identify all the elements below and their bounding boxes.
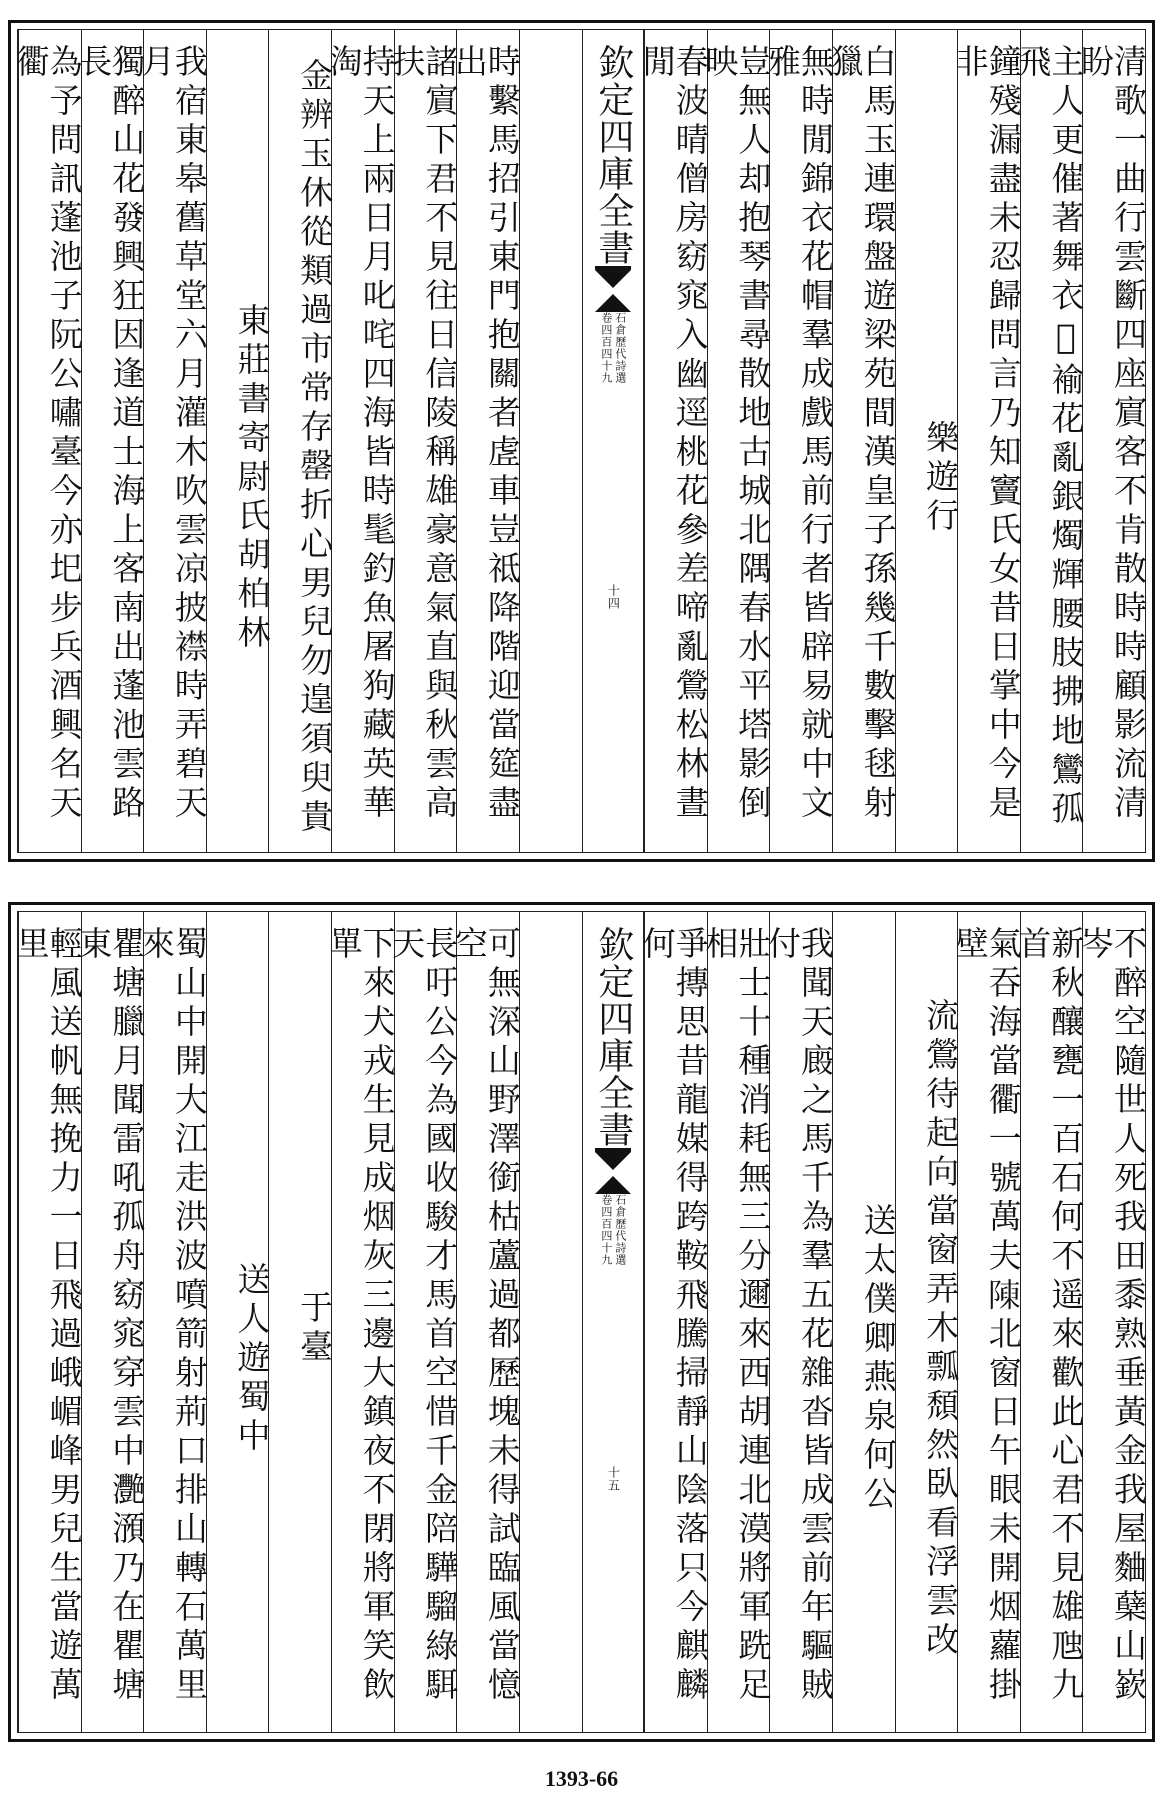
text-column bbox=[700, 912, 773, 1732]
column-text: 諸賔下君不見往日信陵稱雄豪意氣直與秋雲高扶 bbox=[387, 44, 460, 824]
center-fold-column bbox=[582, 30, 645, 852]
page-footer-number: 1393-66 bbox=[544, 1766, 619, 1791]
text-column bbox=[762, 30, 835, 852]
poem-title-column bbox=[895, 30, 961, 852]
column-text: 主人更催著舞衣𮣛褕花亂銀燭輝腰肢拂地鸞孤飛 bbox=[1013, 44, 1086, 830]
column-text: 氣吞海當衢一號萬夫𨻰北窗日午眼未開烟蘿掛壁 bbox=[950, 926, 1023, 1706]
text-column bbox=[268, 30, 335, 852]
text-column bbox=[519, 912, 582, 1732]
poem-title: 送人遊蜀中 bbox=[232, 1261, 272, 1457]
column-text: 于臺 bbox=[295, 1290, 335, 1368]
text-column bbox=[136, 30, 209, 852]
column-text: 時繫馬招引東門抱關者虗車豈祗降階迎當筵盡出 bbox=[449, 44, 522, 824]
column-text: 春波晴僧房窈窕入幽逕桃花參差啼亂鶯松林晝閒 bbox=[637, 44, 710, 824]
text-column bbox=[387, 912, 460, 1732]
center-title: 欽定四庫全書 bbox=[592, 926, 634, 1148]
column-text: 新秋釀甕一百石何不遥來歡此心君不見雄虺九首 bbox=[1013, 926, 1086, 1706]
text-column bbox=[519, 30, 582, 852]
text-column bbox=[74, 30, 147, 852]
text-column bbox=[11, 912, 84, 1732]
center-title: 欽定四庫全書 bbox=[592, 44, 634, 266]
column-text: 豈無人却抱琴書尋散地古城北隅春水平塔影倒映 bbox=[700, 44, 773, 824]
column-text: 爭摶思昔龍媒得跨鞍飛騰掃靜山陰落只今麒麟何 bbox=[637, 926, 710, 1706]
poem-title-column bbox=[206, 30, 272, 852]
text-column bbox=[637, 30, 710, 852]
text-column bbox=[762, 912, 835, 1732]
poem-title: 樂遊行 bbox=[921, 419, 961, 537]
column-text: 可無深山野澤銜枯蘆過都歷塊未得試臨風當憶空 bbox=[449, 926, 522, 1706]
column-text: 瞿塘臘月聞雷吼孤舟窈窕穿雲中灧澦乃在瞿塘東 bbox=[74, 926, 147, 1706]
text-column bbox=[449, 30, 522, 852]
text-column bbox=[1076, 912, 1148, 1732]
book-title: 石倉歷代詩選 bbox=[613, 1194, 627, 1266]
volume-number: 卷四百四十九 bbox=[599, 312, 613, 384]
text-column bbox=[11, 30, 84, 852]
column-text: 長吁公今為國收駿才馬首空惜千金陪驊騮綠駬天 bbox=[387, 926, 460, 1706]
text-column bbox=[1013, 30, 1086, 852]
poem-title-column bbox=[206, 912, 272, 1732]
lower-page-frame bbox=[11, 911, 1148, 1733]
column-text: 無時閒錦衣花帽羣成戲馬前行者皆辟易就中文雅 bbox=[762, 44, 835, 824]
text-column bbox=[950, 912, 1023, 1732]
lower-page bbox=[8, 902, 1155, 1742]
column-text: 不醉空隨世人死我田黍熟垂黃金我屋麯蘖山嶔岑 bbox=[1076, 926, 1148, 1706]
column-text: 獨醉山花發興狂因逢道士海上客南出蓬池雲路長 bbox=[74, 44, 147, 824]
text-column bbox=[324, 30, 397, 852]
text-column bbox=[136, 912, 209, 1732]
center-fold-column bbox=[582, 912, 645, 1732]
text-column bbox=[1013, 912, 1086, 1732]
folio-number: 十五 bbox=[606, 1466, 621, 1492]
text-column bbox=[637, 912, 710, 1732]
volume-number: 卷四百四十九 bbox=[599, 1194, 613, 1266]
column-text: 流鶯待起向當窗弄木瓢頹然臥看浮雲改 bbox=[921, 997, 961, 1661]
text-column bbox=[268, 912, 335, 1732]
upper-page-frame bbox=[11, 29, 1148, 853]
fishtail-mark-icon bbox=[593, 266, 633, 312]
folio-number: 十四 bbox=[606, 584, 621, 610]
column-text: 金辨玉休從類過市常存罄折心男兒勿遑須臾貴 bbox=[295, 58, 335, 838]
column-text: 持天上兩日月叱咤四海皆時髦釣魚屠狗藏英華淘 bbox=[324, 44, 397, 824]
column-text: 我聞天廄之馬千為羣五花雜沓皆成雲前年驅賊付 bbox=[762, 926, 835, 1706]
column-text: 白馬玉連環盤遊梁苑間漢皇子孫幾千數擊毬射獵 bbox=[825, 44, 898, 824]
text-column bbox=[74, 912, 147, 1732]
book-title: 石倉歷代詩選 bbox=[613, 312, 627, 384]
text-column bbox=[825, 30, 898, 852]
text-column bbox=[1076, 30, 1148, 852]
poem-title-column bbox=[832, 912, 898, 1732]
column-text: 蜀山中開大江走洪波噴箭射荊口排山轉石萬里來 bbox=[136, 926, 209, 1706]
column-text: 下來犬戎生見成烟灰三邊大鎮夜不閉將軍笑飲單 bbox=[324, 926, 397, 1706]
text-column bbox=[387, 30, 460, 852]
poem-title: 東莊書寄尉氏胡柏林 bbox=[232, 302, 272, 654]
column-text: 壯士十種消耗無三分邇來西胡連北漠將軍跣足相 bbox=[700, 926, 773, 1706]
fishtail-mark-icon bbox=[593, 1148, 633, 1194]
column-text: 輕風送帆無挽力一日飛過峨嵋峰男兒生當遊萬里 bbox=[11, 926, 84, 1706]
text-column bbox=[324, 912, 397, 1732]
poem-title: 送太僕卿燕泉何公 bbox=[858, 1203, 898, 1515]
column-text: 我宿東皋舊草堂六月灌木吹雲凉披襟時弄碧天月 bbox=[136, 44, 209, 824]
text-column bbox=[950, 30, 1023, 852]
text-column bbox=[700, 30, 773, 852]
column-text: 清歌一曲行雲斷四座賔客不肯散時時顧影流清盼 bbox=[1076, 44, 1148, 824]
column-text: 鐘殘漏盡未忍歸問言乃知竇氏女昔日掌中今是非 bbox=[950, 44, 1023, 824]
text-column bbox=[449, 912, 522, 1732]
upper-page bbox=[8, 20, 1155, 862]
text-column bbox=[895, 912, 961, 1732]
column-text: 為予問訊蓬池子阮公嘯臺今亦圯步兵酒興名天衢 bbox=[11, 44, 84, 824]
